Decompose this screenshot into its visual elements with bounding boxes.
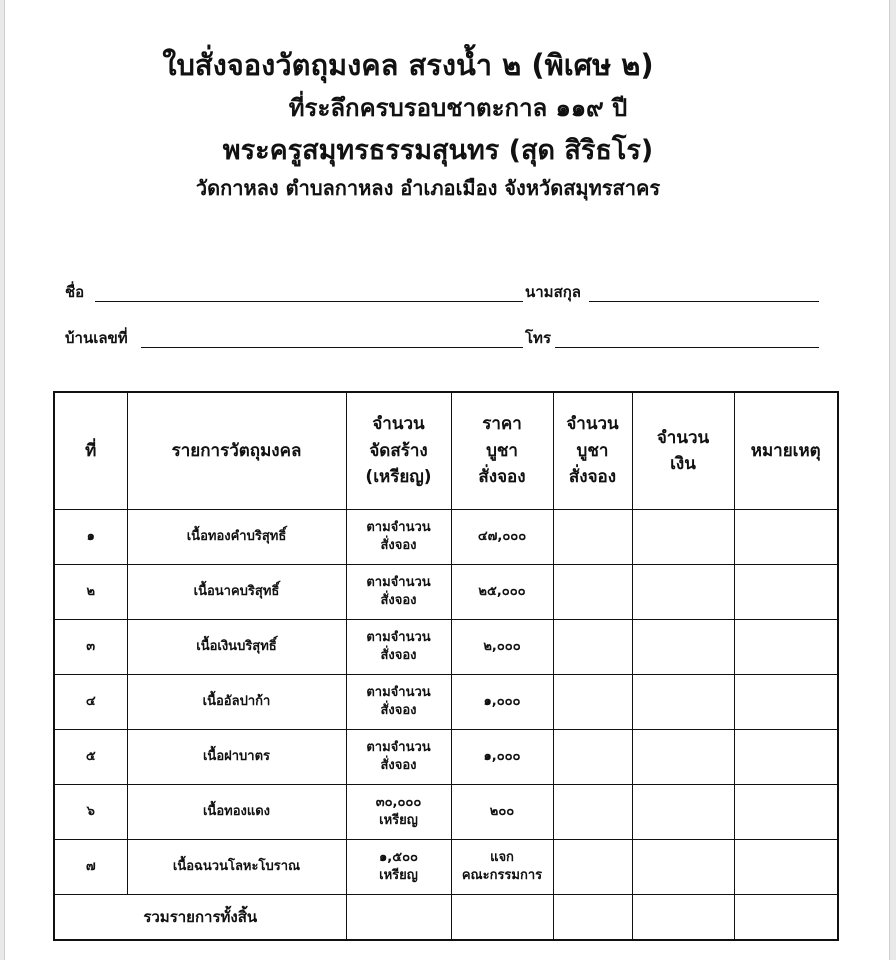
row-amount-cell[interactable] bbox=[632, 840, 734, 895]
row-order-qty-cell[interactable] bbox=[553, 510, 632, 565]
address-label: บ้านเลขที่ bbox=[65, 329, 128, 347]
row-order-qty-cell[interactable] bbox=[553, 840, 632, 895]
row-minted-qty: ตามจำนวน สั่งจอง bbox=[346, 675, 451, 730]
row-price: ๔๗,๐๐๐ bbox=[451, 510, 553, 565]
col-header-order-qty: จำนวน บูชา สั่งจอง bbox=[553, 392, 632, 510]
row-item: เนื้อฝาบาตร bbox=[127, 730, 346, 785]
row-amount-cell[interactable] bbox=[632, 675, 734, 730]
row-minted-qty: ตามจำนวน สั่งจอง bbox=[346, 510, 451, 565]
row-item: เนื้อนาคบริสุทธิ์ bbox=[127, 565, 346, 620]
row-remarks-cell[interactable] bbox=[734, 620, 838, 675]
form-subtitle-temple-address: วัดกาหลง ตำบลกาหลง อำเภอเมือง จังหวัดสมุทรสาคร bbox=[195, 176, 661, 200]
row-minted-qty: ๑,๕๐๐ เหรียญ bbox=[346, 840, 451, 895]
table-row bbox=[54, 565, 838, 620]
row-amount-cell[interactable] bbox=[632, 730, 734, 785]
total-amount-cell[interactable] bbox=[632, 895, 734, 941]
order-table bbox=[53, 391, 839, 941]
row-remarks-cell[interactable] bbox=[734, 510, 838, 565]
surname-label: นามสกุล bbox=[525, 283, 581, 301]
row-price: ๒,๐๐๐ bbox=[451, 620, 553, 675]
row-order-qty-cell[interactable] bbox=[553, 785, 632, 840]
row-item: เนื้ออัลปาก้า bbox=[127, 675, 346, 730]
row-remarks-cell[interactable] bbox=[734, 840, 838, 895]
row-number: ๗ bbox=[54, 840, 127, 895]
row-item: เนื้อเงินบริสุทธิ์ bbox=[127, 620, 346, 675]
address-row bbox=[65, 326, 825, 352]
name-row bbox=[65, 280, 825, 306]
row-price: ๑,๐๐๐ bbox=[451, 730, 553, 785]
col-header-remarks: หมายเหตุ bbox=[734, 392, 838, 510]
total-price-cell bbox=[451, 895, 553, 941]
row-minted-qty: ตามจำนวน สั่งจอง bbox=[346, 730, 451, 785]
form-title: ใบสั่งจองวัตถุมงคล สรงน้ำ ๒ (พิเศษ ๒) bbox=[162, 48, 654, 82]
phone-label: โทร bbox=[525, 329, 552, 347]
row-minted-qty: ตามจำนวน สั่งจอง bbox=[346, 620, 451, 675]
table-row bbox=[54, 620, 838, 675]
total-row bbox=[54, 895, 838, 941]
row-order-qty-cell[interactable] bbox=[553, 730, 632, 785]
order-form-sheet bbox=[4, 0, 890, 960]
col-header-item: รายการวัตถุมงคล bbox=[127, 392, 346, 510]
table-row bbox=[54, 840, 838, 895]
row-amount-cell[interactable] bbox=[632, 510, 734, 565]
name-field[interactable] bbox=[95, 301, 523, 302]
row-price: ๑,๐๐๐ bbox=[451, 675, 553, 730]
row-item: เนื้อทองคำบริสุทธิ์ bbox=[127, 510, 346, 565]
total-minted-cell bbox=[346, 895, 451, 941]
row-remarks-cell[interactable] bbox=[734, 675, 838, 730]
row-minted-qty: ตามจำนวน สั่งจอง bbox=[346, 565, 451, 620]
row-item: เนื้อทองแดง bbox=[127, 785, 346, 840]
row-number: ๖ bbox=[54, 785, 127, 840]
phone-field[interactable] bbox=[555, 347, 819, 348]
row-number: ๔ bbox=[54, 675, 127, 730]
row-number: ๓ bbox=[54, 620, 127, 675]
row-item: เนื้อฉนวนโลหะโบราณ bbox=[127, 840, 346, 895]
row-price: ๒๐๐ bbox=[451, 785, 553, 840]
col-header-number: ที่ bbox=[54, 392, 127, 510]
row-price: ๒๕,๐๐๐ bbox=[451, 565, 553, 620]
row-remarks-cell[interactable] bbox=[734, 565, 838, 620]
row-amount-cell[interactable] bbox=[632, 620, 734, 675]
row-price: แจก คณะกรรมการ bbox=[451, 840, 553, 895]
row-order-qty-cell[interactable] bbox=[553, 565, 632, 620]
table-row bbox=[54, 675, 838, 730]
row-number: ๕ bbox=[54, 730, 127, 785]
table-row bbox=[54, 510, 838, 565]
row-remarks-cell[interactable] bbox=[734, 785, 838, 840]
form-subtitle-monk-name: พระครูสมุทรธรรมสุนทร (สุด สิริธโร) bbox=[222, 135, 654, 166]
table-header-row bbox=[54, 392, 838, 510]
table-row bbox=[54, 730, 838, 785]
col-header-price: ราคา บูชา สั่งจอง bbox=[451, 392, 553, 510]
row-order-qty-cell[interactable] bbox=[553, 675, 632, 730]
total-order-qty-cell[interactable] bbox=[553, 895, 632, 941]
total-remarks-cell[interactable] bbox=[734, 895, 838, 941]
table-row bbox=[54, 785, 838, 840]
row-number: ๒ bbox=[54, 565, 127, 620]
name-label: ชื่อ bbox=[65, 283, 85, 301]
col-header-amount: จำนวน เงิน bbox=[632, 392, 734, 510]
form-subtitle-anniversary: ที่ระลึกครบรอบชาตะกาล ๑๑๙ ปี bbox=[288, 94, 628, 122]
surname-field[interactable] bbox=[589, 301, 819, 302]
row-order-qty-cell[interactable] bbox=[553, 620, 632, 675]
address-field[interactable] bbox=[141, 347, 523, 348]
row-minted-qty: ๓๐,๐๐๐ เหรียญ bbox=[346, 785, 451, 840]
row-remarks-cell[interactable] bbox=[734, 730, 838, 785]
row-amount-cell[interactable] bbox=[632, 565, 734, 620]
row-number: ๑ bbox=[54, 510, 127, 565]
row-amount-cell[interactable] bbox=[632, 785, 734, 840]
total-label: รวมรายการทั้งสิ้น bbox=[54, 895, 346, 941]
col-header-minted-qty: จำนวน จัดสร้าง (เหรียญ) bbox=[346, 392, 451, 510]
